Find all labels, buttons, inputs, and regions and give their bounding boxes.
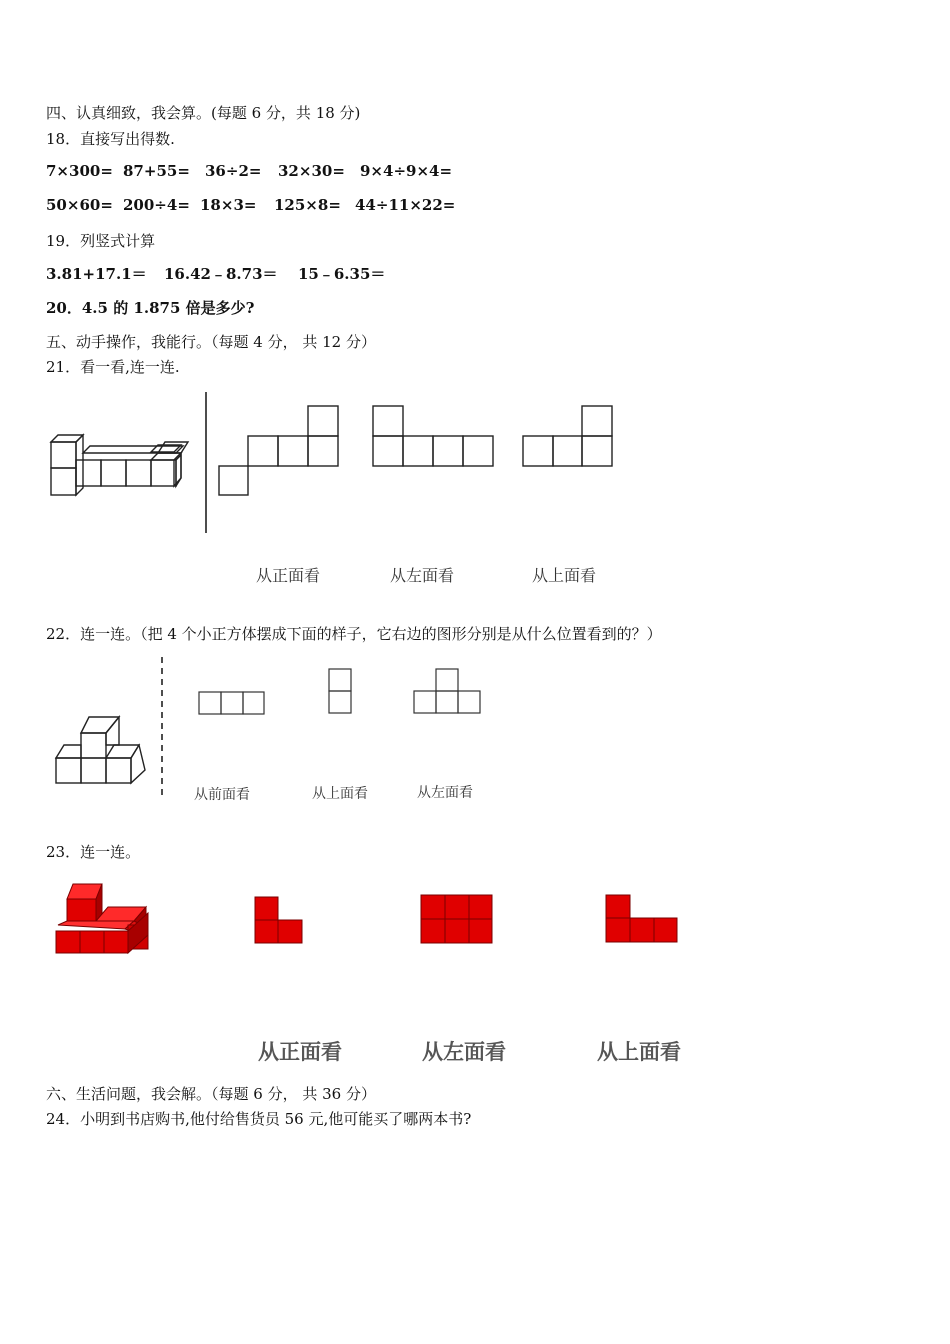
q21-solid <box>51 435 188 495</box>
q18-item: 200÷4= <box>123 196 190 214</box>
q23-view-label: 从正面看 <box>258 1040 342 1064</box>
q22-view-label: 从上面看 <box>312 786 368 802</box>
q19-item: 16.42﹣8.73＝ <box>164 265 278 283</box>
q22-view-3 <box>414 669 480 713</box>
question-23-label: 23．连一连。 <box>46 843 141 861</box>
q22-view-2 <box>329 669 351 713</box>
q21-view-3 <box>523 406 612 466</box>
q21-view-label: 从正面看 <box>256 566 321 585</box>
q18-item: 87+55= <box>123 162 190 180</box>
q23-view-1 <box>255 897 302 943</box>
q18-item: 44÷11×22= <box>355 196 456 214</box>
q18-item: 7×300= <box>46 162 113 180</box>
q21-view-2 <box>373 406 493 466</box>
q18-item: 50×60= <box>46 196 113 214</box>
question-20-label: 20．4.5 的 1.875 倍是多少? <box>46 299 255 317</box>
q23-solid <box>56 884 148 953</box>
q19-item: 15﹣6.35＝ <box>298 265 386 283</box>
section-5-title: 五、动手操作，我能行。（每题 4 分， 共 12 分） <box>46 333 376 351</box>
q23-view-2 <box>421 895 492 943</box>
question-21-label: 21．看一看,连一连. <box>46 358 180 376</box>
q22-view-label: 从左面看 <box>417 785 473 801</box>
q22-solid <box>56 717 145 783</box>
q19-item: 3.81+17.1＝ <box>46 265 147 283</box>
q23-view-3 <box>606 895 677 942</box>
q18-item: 125×8= <box>274 196 341 214</box>
question-22-label: 22．连一连。（把 4 个小正方体摆成下面的样子，它右边的图形分别是从什么位置看到的？） <box>46 625 662 643</box>
q22-view-1 <box>199 692 264 714</box>
q18-item: 18×3= <box>200 196 257 214</box>
q21-figure <box>40 388 640 548</box>
question-19-label: 19．列竖式计算 <box>46 232 156 250</box>
q23-figure <box>50 875 690 965</box>
q23-view-label: 从上面看 <box>597 1040 681 1064</box>
q21-view-1 <box>219 406 338 495</box>
section-6-title: 六、生活问题，我会解。（每题 6 分， 共 36 分） <box>46 1085 376 1103</box>
q21-view-label: 从上面看 <box>532 566 597 585</box>
q18-item: 32×30= <box>278 162 345 180</box>
q23-view-label: 从左面看 <box>422 1040 506 1064</box>
question-18-label: 18．直接写出得数. <box>46 130 175 148</box>
q18-item: 9×4÷9×4= <box>360 162 453 180</box>
question-24-label: 24．小明到书店购书,他付给售货员 56 元,他可能买了哪两本书? <box>46 1110 472 1128</box>
q21-view-label: 从左面看 <box>390 566 455 585</box>
q18-item: 36÷2= <box>205 162 262 180</box>
q22-view-label: 从前面看 <box>194 787 250 803</box>
section-4-title: 四、认真细致，我会算。(每题 6 分，共 18 分) <box>46 104 361 122</box>
